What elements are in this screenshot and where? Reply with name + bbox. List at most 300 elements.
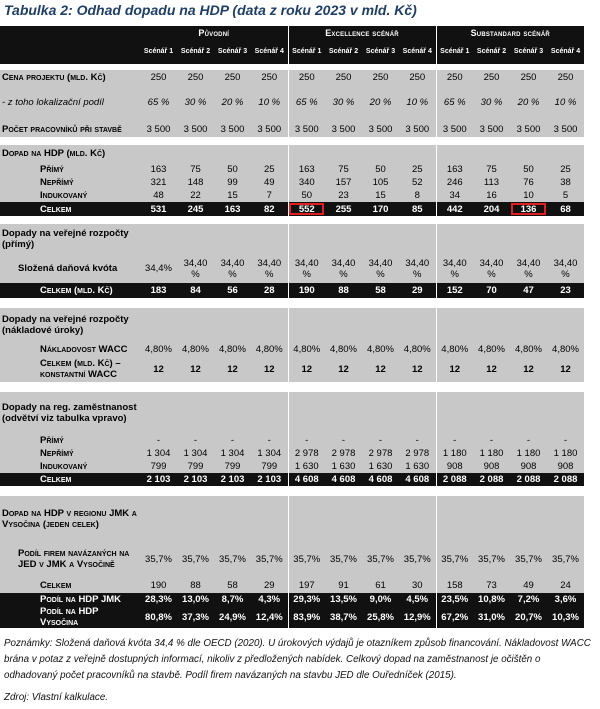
value-cell: 4,80% bbox=[214, 342, 251, 356]
value-cell: 1 630 bbox=[288, 460, 325, 473]
value-cell: - bbox=[399, 434, 436, 447]
value-cell bbox=[473, 308, 510, 342]
value-cell: - bbox=[362, 434, 399, 447]
value-cell: 38 bbox=[547, 176, 584, 189]
row-label: Nepřímý bbox=[0, 447, 140, 460]
value-cell bbox=[473, 224, 510, 254]
value-cell: 34,40 % bbox=[473, 254, 510, 283]
value-cell bbox=[547, 145, 584, 162]
value-cell: 908 bbox=[547, 460, 584, 473]
value-cell bbox=[140, 496, 177, 541]
value-cell: 38,7% bbox=[325, 606, 362, 628]
value-cell bbox=[140, 392, 177, 434]
value-cell: 2 103 bbox=[140, 473, 177, 486]
value-cell: 4 608 bbox=[399, 473, 436, 486]
value-cell: 30 bbox=[399, 577, 436, 593]
value-cell: 3 500 bbox=[399, 121, 436, 137]
value-cell: 908 bbox=[473, 460, 510, 473]
value-cell: 4,80% bbox=[140, 342, 177, 356]
value-cell: 83,9% bbox=[288, 606, 325, 628]
table-row bbox=[0, 224, 584, 254]
value-cell: 1 304 bbox=[214, 447, 251, 460]
value-cell: 35,7% bbox=[177, 541, 214, 577]
value-cell: 76 bbox=[510, 176, 547, 189]
value-cell: 4,80% bbox=[177, 342, 214, 356]
value-cell: 47 bbox=[510, 283, 547, 298]
value-cell: 35,7% bbox=[547, 541, 584, 577]
value-cell: 148 bbox=[177, 176, 214, 189]
value-cell: 163 bbox=[214, 202, 251, 216]
value-cell: 20 % bbox=[362, 84, 399, 121]
value-cell bbox=[399, 308, 436, 342]
value-cell: 908 bbox=[510, 460, 547, 473]
value-cell: 67,2% bbox=[436, 606, 473, 628]
value-cell bbox=[510, 145, 547, 162]
value-cell: 163 bbox=[140, 162, 177, 176]
value-cell: 10 % bbox=[547, 84, 584, 121]
value-cell: 8,7% bbox=[214, 593, 251, 606]
value-cell bbox=[140, 224, 177, 254]
value-cell: 12 bbox=[214, 356, 251, 382]
value-cell bbox=[399, 145, 436, 162]
value-cell: 24 bbox=[547, 577, 584, 593]
value-cell: 4,80% bbox=[547, 342, 584, 356]
value-cell: 10,3% bbox=[547, 606, 584, 628]
spacer-row bbox=[0, 486, 584, 496]
value-cell: 4 608 bbox=[362, 473, 399, 486]
value-cell: 91 bbox=[325, 577, 362, 593]
value-cell: 88 bbox=[325, 283, 362, 298]
value-cell: 3 500 bbox=[140, 121, 177, 137]
scenario-header: Scénář 1 bbox=[288, 40, 325, 64]
value-cell: 3 500 bbox=[510, 121, 547, 137]
value-cell: 29,3% bbox=[288, 593, 325, 606]
spacer-row bbox=[0, 137, 584, 145]
value-cell: 12 bbox=[547, 356, 584, 382]
table-notes: Poznámky: Složená daňová kvóta 34,4 % dle OECD (2020). U úrokových výdajů je otazníkem způsob financování. Nákladovost WACC brána v potaz z veřejně dostupných informací, nikoliv z předložených nabídek. Celkový dopad na zaměstnanost je očištěn o odhadovaný počet pracovníků na stavbě. Podíl firem navázaných na stavbu JED dle Ouředníček (2015). bbox=[4, 638, 591, 681]
value-cell: 50 bbox=[288, 189, 325, 202]
row-label: Celkem bbox=[0, 473, 140, 486]
value-cell bbox=[288, 224, 325, 254]
value-cell bbox=[510, 308, 547, 342]
value-cell bbox=[177, 392, 214, 434]
scenario-group-header: Původní bbox=[140, 26, 288, 40]
value-cell bbox=[510, 392, 547, 434]
value-cell: 56 bbox=[214, 283, 251, 298]
value-cell: 2 103 bbox=[251, 473, 288, 486]
header-scenario-row bbox=[0, 40, 584, 64]
value-cell: 34,40 % bbox=[547, 254, 584, 283]
value-cell: 4,80% bbox=[473, 342, 510, 356]
row-label: Celkem (mld. Kč) bbox=[0, 283, 140, 298]
value-cell: 50 bbox=[214, 162, 251, 176]
value-cell bbox=[214, 392, 251, 434]
value-cell: 35,7% bbox=[214, 541, 251, 577]
value-cell bbox=[436, 496, 473, 541]
value-cell bbox=[325, 224, 362, 254]
value-cell: 340 bbox=[288, 176, 325, 189]
value-cell: 2 978 bbox=[325, 447, 362, 460]
value-cell: 75 bbox=[325, 162, 362, 176]
value-cell: - bbox=[214, 434, 251, 447]
value-cell: 28 bbox=[251, 283, 288, 298]
value-cell bbox=[325, 392, 362, 434]
value-cell: 250 bbox=[547, 70, 584, 84]
value-cell: 12 bbox=[288, 356, 325, 382]
scenario-header: Scénář 4 bbox=[399, 40, 436, 64]
value-cell: 50 bbox=[362, 162, 399, 176]
table-row bbox=[0, 189, 584, 202]
value-cell bbox=[140, 145, 177, 162]
value-cell bbox=[473, 496, 510, 541]
value-cell: 3 500 bbox=[325, 121, 362, 137]
value-cell: 65 % bbox=[288, 84, 325, 121]
row-label: Indukovaný bbox=[0, 460, 140, 473]
value-cell: 30 % bbox=[473, 84, 510, 121]
row-label: Dopad na HDP (mld. Kč) bbox=[0, 145, 140, 162]
table-row bbox=[0, 121, 584, 137]
value-cell: 68 bbox=[547, 202, 584, 216]
value-cell: 321 bbox=[140, 176, 177, 189]
value-cell: 1 304 bbox=[251, 447, 288, 460]
value-cell bbox=[251, 145, 288, 162]
value-cell: 4,80% bbox=[399, 342, 436, 356]
value-cell: 2 978 bbox=[288, 447, 325, 460]
value-cell: 12 bbox=[362, 356, 399, 382]
value-cell: 799 bbox=[140, 460, 177, 473]
table-row bbox=[0, 460, 584, 473]
value-cell: 183 bbox=[140, 283, 177, 298]
value-cell: 4,80% bbox=[510, 342, 547, 356]
value-cell bbox=[362, 496, 399, 541]
value-cell: - bbox=[325, 434, 362, 447]
value-cell: 799 bbox=[177, 460, 214, 473]
value-cell: 3 500 bbox=[177, 121, 214, 137]
table-row bbox=[0, 254, 584, 283]
value-cell: 531 bbox=[140, 202, 177, 216]
spacer-row bbox=[0, 216, 584, 224]
value-cell bbox=[214, 308, 251, 342]
value-cell: 35,7% bbox=[325, 541, 362, 577]
table-row bbox=[0, 434, 584, 447]
row-label: Přímý bbox=[0, 162, 140, 176]
row-label: Přímý bbox=[0, 434, 140, 447]
value-cell: 105 bbox=[362, 176, 399, 189]
value-cell: 3 500 bbox=[473, 121, 510, 137]
value-cell: 70 bbox=[473, 283, 510, 298]
table-row bbox=[0, 145, 584, 162]
row-label: Dopady na veřejné rozpočty (přímý) bbox=[0, 224, 140, 254]
value-cell: 25,8% bbox=[362, 606, 399, 628]
value-cell: 157 bbox=[325, 176, 362, 189]
hdp-impact-table bbox=[0, 26, 584, 628]
value-cell: 799 bbox=[251, 460, 288, 473]
value-cell: 49 bbox=[510, 577, 547, 593]
value-cell: 85 bbox=[399, 202, 436, 216]
value-cell: 4,80% bbox=[325, 342, 362, 356]
table-title: Tabulka 2: Odhad dopadu na HDP (data z roku 2023 v mld. Kč) bbox=[4, 2, 417, 18]
value-cell bbox=[177, 145, 214, 162]
value-cell: 10 % bbox=[251, 84, 288, 121]
value-cell: 25 bbox=[547, 162, 584, 176]
table-row bbox=[0, 447, 584, 460]
value-cell: - bbox=[510, 434, 547, 447]
value-cell: 908 bbox=[436, 460, 473, 473]
scenario-header: Scénář 3 bbox=[510, 40, 547, 64]
table-row bbox=[0, 342, 584, 356]
scenario-header: Scénář 2 bbox=[177, 40, 214, 64]
row-label: Podíl na HDP JMK bbox=[0, 593, 140, 606]
value-cell: 73 bbox=[473, 577, 510, 593]
row-label: Nepřímý bbox=[0, 176, 140, 189]
value-cell bbox=[288, 392, 325, 434]
value-cell bbox=[473, 392, 510, 434]
value-cell: 34,40 % bbox=[399, 254, 436, 283]
value-cell: 7,2% bbox=[510, 593, 547, 606]
table-row bbox=[0, 176, 584, 189]
value-cell: 246 bbox=[436, 176, 473, 189]
value-cell: 61 bbox=[362, 577, 399, 593]
value-cell: 1 180 bbox=[510, 447, 547, 460]
value-cell: 3 500 bbox=[436, 121, 473, 137]
value-cell: 35,7% bbox=[140, 541, 177, 577]
value-cell: 250 bbox=[510, 70, 547, 84]
value-cell: 15 bbox=[214, 189, 251, 202]
value-cell bbox=[288, 496, 325, 541]
value-cell: 12,4% bbox=[251, 606, 288, 628]
value-cell: 2 978 bbox=[362, 447, 399, 460]
table-row bbox=[0, 496, 584, 541]
scenario-header: Scénář 4 bbox=[547, 40, 584, 64]
value-cell: 158 bbox=[436, 577, 473, 593]
value-cell bbox=[547, 308, 584, 342]
value-cell: 65 % bbox=[436, 84, 473, 121]
value-cell: 3 500 bbox=[214, 121, 251, 137]
row-label: - z toho lokalizační podíl bbox=[0, 84, 140, 121]
value-cell: 3 500 bbox=[547, 121, 584, 137]
value-cell: 35,7% bbox=[399, 541, 436, 577]
value-cell: - bbox=[288, 434, 325, 447]
header-corner bbox=[0, 26, 140, 40]
value-cell: 2 103 bbox=[177, 473, 214, 486]
value-cell: 34,40 % bbox=[510, 254, 547, 283]
value-cell: 163 bbox=[436, 162, 473, 176]
value-cell: 35,7% bbox=[510, 541, 547, 577]
value-cell: 2 088 bbox=[436, 473, 473, 486]
value-cell: 4,80% bbox=[362, 342, 399, 356]
row-label: Složená daňová kvóta bbox=[0, 254, 140, 283]
value-cell: 88 bbox=[177, 577, 214, 593]
value-cell: 12 bbox=[325, 356, 362, 382]
value-cell: 250 bbox=[399, 70, 436, 84]
value-cell: 35,7% bbox=[288, 541, 325, 577]
value-cell: 22 bbox=[177, 189, 214, 202]
table-row bbox=[0, 70, 584, 84]
row-label: Dopady na veřejné rozpočty (nákladové úroky) bbox=[0, 308, 140, 342]
value-cell: 2 103 bbox=[214, 473, 251, 486]
value-cell: 34,40 % bbox=[325, 254, 362, 283]
spacer-row bbox=[0, 298, 584, 308]
value-cell: 12 bbox=[510, 356, 547, 382]
value-cell: 34,40 % bbox=[214, 254, 251, 283]
value-cell: 1 180 bbox=[473, 447, 510, 460]
value-cell: 13,0% bbox=[177, 593, 214, 606]
value-cell bbox=[436, 224, 473, 254]
value-cell: 34,40 % bbox=[177, 254, 214, 283]
scenario-header: Scénář 3 bbox=[214, 40, 251, 64]
value-cell bbox=[547, 392, 584, 434]
scenario-header: Scénář 1 bbox=[436, 40, 473, 64]
value-cell bbox=[214, 224, 251, 254]
scenario-group-header: Substandard scénář bbox=[436, 26, 584, 40]
value-cell: 16 bbox=[473, 189, 510, 202]
value-cell: 75 bbox=[473, 162, 510, 176]
value-cell: 35,7% bbox=[251, 541, 288, 577]
value-cell: 12 bbox=[251, 356, 288, 382]
value-cell bbox=[251, 392, 288, 434]
table-source: Zdroj: Vlastní kalkulace. bbox=[4, 692, 109, 703]
row-label: Celkem bbox=[0, 577, 140, 593]
table-row bbox=[0, 473, 584, 486]
value-cell: 4,80% bbox=[288, 342, 325, 356]
scenario-header: Scénář 2 bbox=[325, 40, 362, 64]
scenario-group-header: Excellence scénář bbox=[288, 26, 436, 40]
value-cell: 2 978 bbox=[399, 447, 436, 460]
table-row bbox=[0, 283, 584, 298]
value-cell: 12,9% bbox=[399, 606, 436, 628]
spacer-cell bbox=[0, 382, 584, 392]
table-row bbox=[0, 606, 584, 628]
value-cell: 4,80% bbox=[436, 342, 473, 356]
value-cell: 34,40 % bbox=[251, 254, 288, 283]
value-cell: 10 % bbox=[399, 84, 436, 121]
value-cell: 190 bbox=[140, 577, 177, 593]
value-cell: 99 bbox=[214, 176, 251, 189]
value-cell: 4 608 bbox=[325, 473, 362, 486]
spacer-cell bbox=[0, 298, 584, 308]
value-cell: 31,0% bbox=[473, 606, 510, 628]
value-cell: 25 bbox=[399, 162, 436, 176]
value-cell bbox=[325, 496, 362, 541]
value-cell bbox=[362, 308, 399, 342]
value-cell: 250 bbox=[436, 70, 473, 84]
value-cell: 23 bbox=[325, 189, 362, 202]
value-cell bbox=[177, 496, 214, 541]
value-cell: 58 bbox=[362, 283, 399, 298]
value-cell: 250 bbox=[214, 70, 251, 84]
value-cell: 12 bbox=[436, 356, 473, 382]
value-cell: 163 bbox=[288, 162, 325, 176]
value-cell: 250 bbox=[140, 70, 177, 84]
value-cell: 1 630 bbox=[362, 460, 399, 473]
value-cell: 4 608 bbox=[288, 473, 325, 486]
value-cell: - bbox=[473, 434, 510, 447]
value-cell bbox=[251, 224, 288, 254]
value-cell: 13,5% bbox=[325, 593, 362, 606]
table-row bbox=[0, 202, 584, 216]
scenario-header: Scénář 2 bbox=[473, 40, 510, 64]
value-cell: 20 % bbox=[214, 84, 251, 121]
value-cell: 204 bbox=[473, 202, 510, 216]
value-cell: 1 304 bbox=[140, 447, 177, 460]
value-cell: 52 bbox=[399, 176, 436, 189]
value-cell: 15 bbox=[362, 189, 399, 202]
value-cell: 24,9% bbox=[214, 606, 251, 628]
value-cell: 170 bbox=[362, 202, 399, 216]
value-cell: 245 bbox=[177, 202, 214, 216]
value-cell: 8 bbox=[399, 189, 436, 202]
value-cell: 35,7% bbox=[362, 541, 399, 577]
value-cell: 30 % bbox=[177, 84, 214, 121]
value-cell: 4,5% bbox=[399, 593, 436, 606]
spacer-cell bbox=[0, 216, 584, 224]
value-cell bbox=[362, 145, 399, 162]
value-cell bbox=[436, 308, 473, 342]
value-cell bbox=[510, 224, 547, 254]
table-row bbox=[0, 577, 584, 593]
scenario-header: Scénář 1 bbox=[140, 40, 177, 64]
value-cell: 799 bbox=[214, 460, 251, 473]
value-cell: 4,3% bbox=[251, 593, 288, 606]
value-cell bbox=[436, 145, 473, 162]
value-cell bbox=[399, 496, 436, 541]
spacer-cell bbox=[0, 137, 584, 145]
row-label: Celkem bbox=[0, 202, 140, 216]
value-cell: 37,3% bbox=[177, 606, 214, 628]
row-label: Celkem (mld. Kč) – konstantní WACC bbox=[0, 356, 140, 382]
value-cell: 1 630 bbox=[325, 460, 362, 473]
spacer-row bbox=[0, 382, 584, 392]
value-cell bbox=[214, 496, 251, 541]
value-cell: 1 630 bbox=[399, 460, 436, 473]
value-cell bbox=[177, 308, 214, 342]
value-cell: 58 bbox=[214, 577, 251, 593]
value-cell bbox=[399, 392, 436, 434]
value-cell bbox=[251, 308, 288, 342]
value-cell: - bbox=[251, 434, 288, 447]
value-cell: 3 500 bbox=[288, 121, 325, 137]
value-cell: 34 bbox=[436, 189, 473, 202]
value-cell bbox=[214, 145, 251, 162]
scenario-header: Scénář 3 bbox=[362, 40, 399, 64]
value-cell: 12 bbox=[177, 356, 214, 382]
value-cell: - bbox=[140, 434, 177, 447]
row-label: Dopad na HDP v regionu JMK a Vysočina (jeden celek) bbox=[0, 496, 140, 541]
value-cell: 5 bbox=[547, 189, 584, 202]
value-cell: 65 % bbox=[140, 84, 177, 121]
value-cell: 2 088 bbox=[473, 473, 510, 486]
value-cell: 442 bbox=[436, 202, 473, 216]
value-cell: 35,7% bbox=[473, 541, 510, 577]
table-row bbox=[0, 84, 584, 121]
value-cell: 4,80% bbox=[251, 342, 288, 356]
value-cell: 23 bbox=[547, 283, 584, 298]
table-row bbox=[0, 392, 584, 434]
scenario-header: Scénář 4 bbox=[251, 40, 288, 64]
value-cell bbox=[140, 308, 177, 342]
value-cell: 10,8% bbox=[473, 593, 510, 606]
value-cell: 48 bbox=[140, 189, 177, 202]
value-cell: 34,40 % bbox=[288, 254, 325, 283]
value-cell: 20 % bbox=[510, 84, 547, 121]
value-cell: 12 bbox=[473, 356, 510, 382]
row-label: Počet pracovníků při stavbě bbox=[0, 121, 140, 137]
row-label: Podíl firem navázaných na JED v JMK a Vysočině bbox=[0, 541, 140, 577]
value-cell: 82 bbox=[251, 202, 288, 216]
value-cell: 12 bbox=[140, 356, 177, 382]
value-cell bbox=[436, 392, 473, 434]
row-label: Nákladovost WACC bbox=[0, 342, 140, 356]
